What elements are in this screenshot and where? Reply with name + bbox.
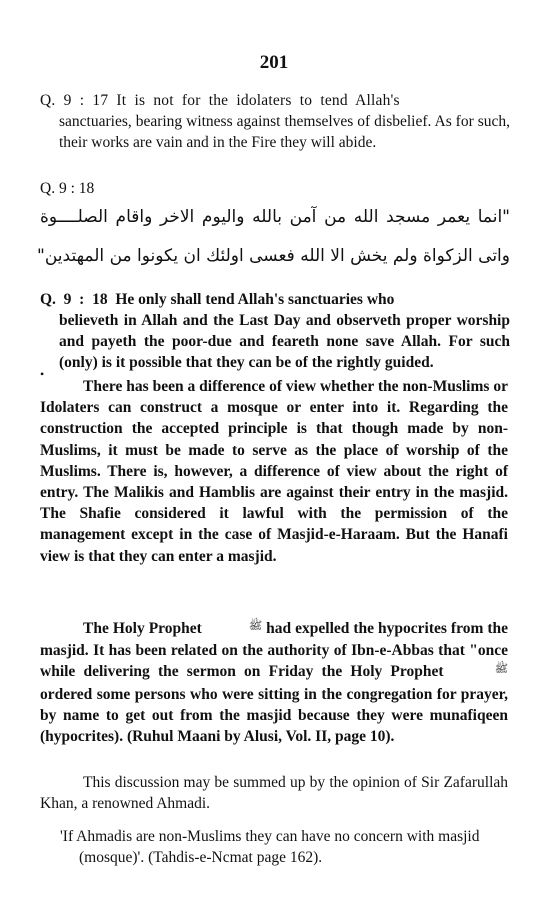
bullet-mark: • bbox=[40, 367, 45, 381]
verse-rest: sanctuaries, bearing witness against themselves of disbelief. As for such, their works are vain and in the Fire they will abide. bbox=[59, 113, 510, 151]
honorific-glyph: ﷺ bbox=[248, 619, 263, 632]
para2-part3: ordered some persons who were sitting in the congregation for prayer, by name to get out from the masjid because they were munafiqeen (hypocrites). (Ruhul Maani by Alusi, Vol. II, page 10). bbox=[40, 685, 508, 746]
verse-rest: believeth in Allah and the Last Day and observeth proper worship and payeth the poor-due and feareth none save Allah. For such (only) is it possible that they can be of the rightly guided. bbox=[59, 312, 510, 371]
paragraph-holy-prophet bbox=[40, 618, 508, 747]
verse-reference-9-18: Q. 9 : 18 bbox=[40, 180, 95, 197]
verse-9-18-translation bbox=[40, 289, 510, 373]
verse-first-line: Q. 9 : 18 He only shall tend Allah's sanctuaries who bbox=[40, 291, 395, 308]
arabic-verse-line-1: "انما يعمر مسجد الله من آمن بالله واليوم الاخر واقام الصلــــوة bbox=[40, 207, 510, 227]
para2-part1: The Holy Prophet bbox=[83, 620, 202, 637]
verse-9-17-translation bbox=[40, 90, 510, 153]
arabic-verse-line-2: واتى الزكواة ولم يخش الا الله فعسى اولئك ان يكونوا من المهتدين" bbox=[37, 246, 510, 266]
quotation: 'If Ahmadis are non-Muslims they can have no concern with masjid (mosque)'. (Tahdis-e-Ncmat page 162). bbox=[60, 828, 480, 867]
paragraph-summary: This discussion may be summed up by the opinion of Sir Zafarullah Khan, a renowned Ahmadi. bbox=[40, 774, 508, 813]
honorific-glyph: ﷺ bbox=[494, 662, 509, 676]
verse-first-line: Q. 9 : 17 It is not for the idolaters to tend Allah's bbox=[40, 92, 400, 109]
para2-part2: had expelled the hypocrites from the masjid. It has been related on the authority of Ibn-e-Abbas that "once while delivering the sermon on Friday the Holy Prophet bbox=[40, 620, 509, 681]
paragraph-entry-view: There has been a difference of view whether the non-Muslims or Idolaters can construct a mosque or enter into it. Regarding the construction the accepted principle is that though made by non-Muslims, it must be made to serve as the place of worship of the Muslims. There is, however, a difference of view about the right of entry. The Malikis and Hamblis are against their entry in the masjid. The Shafie considered it lawful with the permission of the management except in the case of Masjid-e-Haraam. But the Hanafi view is that they can enter a masjid. bbox=[40, 378, 508, 565]
page-number: 201 bbox=[259, 52, 289, 73]
